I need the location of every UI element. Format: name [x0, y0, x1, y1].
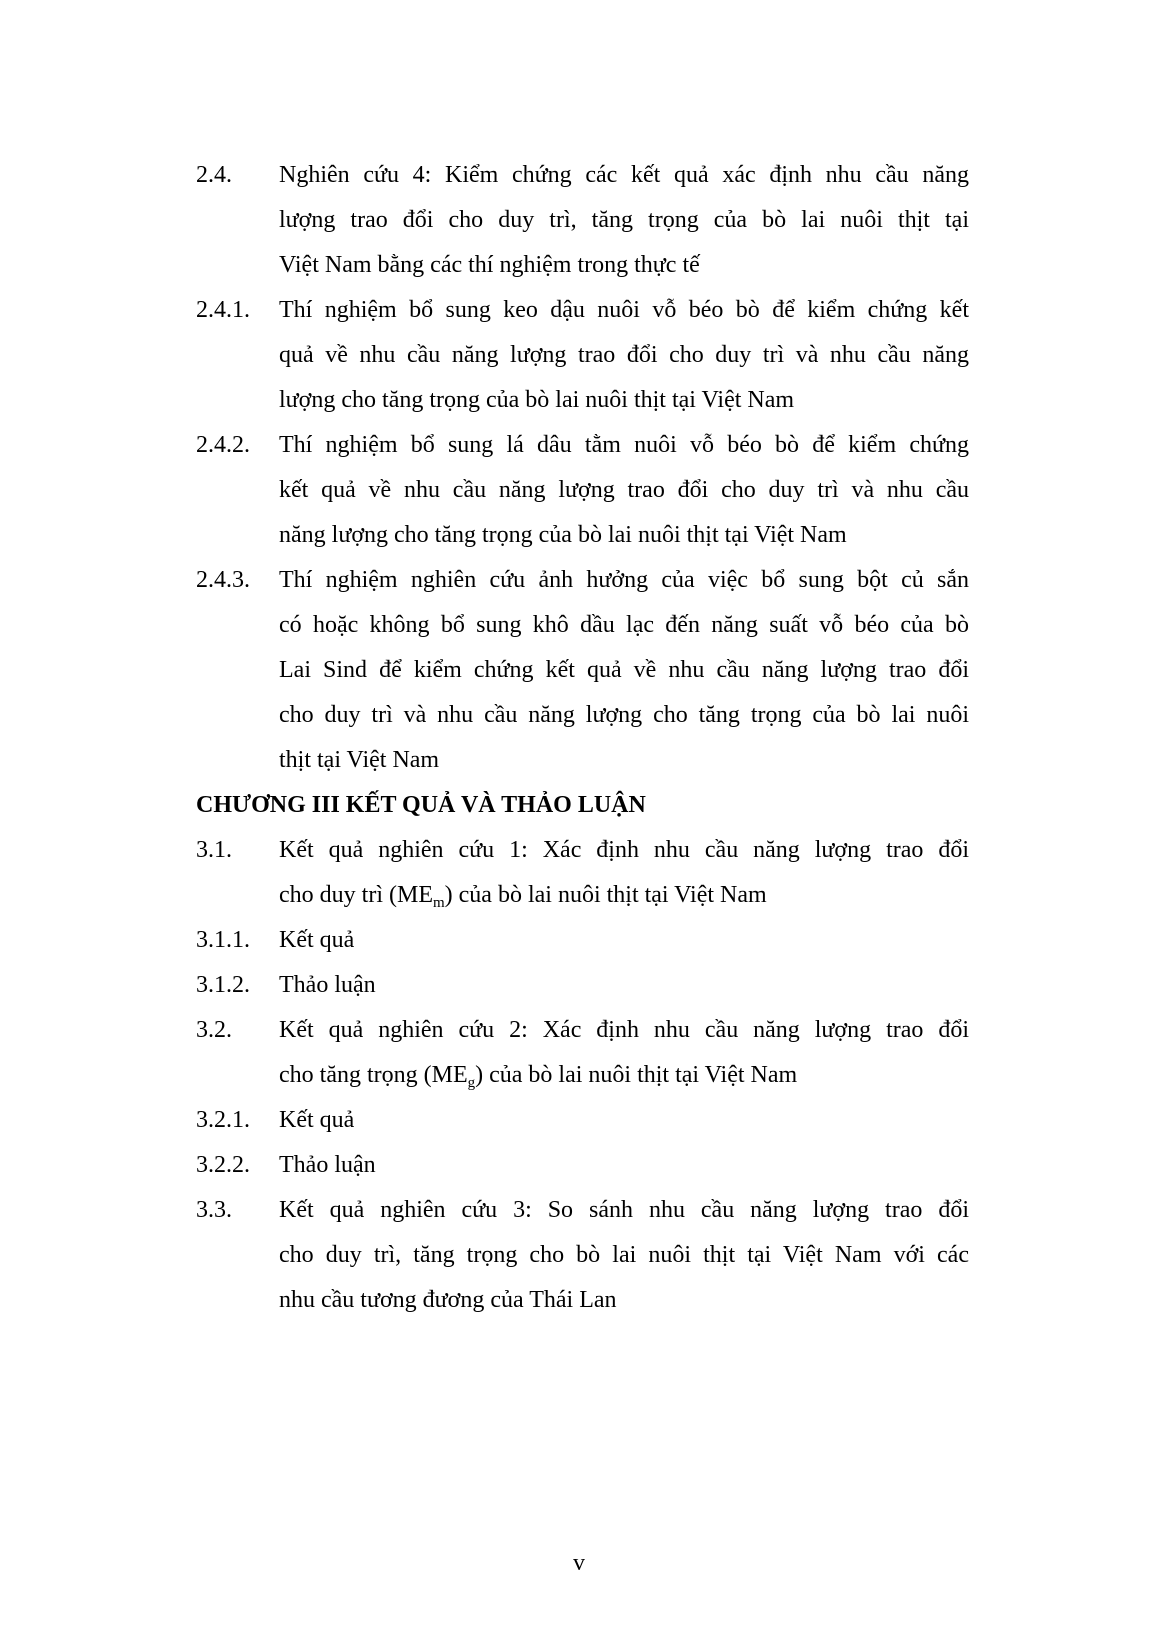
toc-entry-title: Thí nghiệm bổ sung keo dậu nuôi vỗ béo bò để kiểm chứng kết: [279, 297, 969, 323]
toc-entry-title: năng lượng cho tăng trọng của bò lai nuôi thịt tại Việt Nam: [279, 522, 847, 548]
toc-entry-title: cho tăng trọng $(ME_g)$ của bò lai nuôi thịt tại Việt Nam: [279, 1062, 798, 1091]
toc-entry-title: có hoặc không bổ sung khô dầu lạc đến năng suất vỗ béo của bò: [279, 612, 969, 638]
toc-entry-title: lượng trao đổi cho duy trì, tăng trọng của bò lai nuôi thịt tại: [279, 207, 969, 233]
toc-entry-title: Kết quả nghiên cứu 1: Xác định nhu cầu năng lượng trao đổi: [279, 837, 969, 863]
toc-entry-title: Lai Sind để kiểm chứng kết quả về nhu cầu năng lượng trao đổi: [279, 657, 969, 683]
toc-entry-title: cho duy trì và nhu cầu năng lượng cho tăng trọng của bò lai nuôi: [279, 702, 969, 728]
toc-entry-title: quả về nhu cầu năng lượng trao đổi cho duy trì và nhu cầu năng: [279, 342, 969, 368]
toc-entry-title: Kết quả nghiên cứu 3: So sánh nhu cầu năng lượng trao đổi: [279, 1197, 969, 1223]
toc-entry-number: 3.2.: [196, 1017, 232, 1043]
toc-entry-title: Nghiên cứu 4: Kiểm chứng các kết quả xác định nhu cầu năng: [279, 162, 969, 188]
toc-entry-number: 3.2.1.: [196, 1107, 250, 1133]
toc-entry-title: lượng cho tăng trọng của bò lai nuôi thịt tại Việt Nam: [279, 387, 795, 413]
toc-entry-title: Thảo luận: [279, 1152, 376, 1178]
toc-entry-number: 3.2.2.: [196, 1152, 250, 1178]
toc-entry-number: 2.4.2.: [196, 432, 250, 458]
toc-entry-number: 3.3.: [196, 1197, 232, 1223]
toc-entry-number: 3.1.1.: [196, 927, 250, 953]
toc-entry-number: 2.4.3.: [196, 567, 250, 593]
toc-entry-title: Kết quả: [279, 1107, 355, 1133]
toc-entry-title: nhu cầu tương đương của Thái Lan: [279, 1287, 617, 1313]
subscript: m: [432, 895, 445, 911]
toc-entry-title: Việt Nam bằng các thí nghiệm trong thực tế: [279, 252, 700, 278]
toc-entry-title: Thí nghiệm nghiên cứu ảnh hưởng của việc bổ sung bột củ sắn: [279, 567, 969, 593]
toc-entry-number: 3.1.2.: [196, 972, 250, 998]
subscript: g: [467, 1075, 476, 1091]
toc-entry-title: Thí nghiệm bổ sung lá dâu tằm nuôi vỗ béo bò để kiểm chứng: [279, 432, 969, 458]
toc-entry-title: kết quả về nhu cầu năng lượng trao đổi cho duy trì và nhu cầu: [279, 477, 969, 503]
toc-entry-number: 2.4.: [196, 162, 232, 188]
toc-entry-title: Kết quả: [279, 927, 355, 953]
toc-entry-title: Thảo luận: [279, 972, 376, 998]
toc-entry-number: 3.1.: [196, 837, 232, 863]
toc-entry-title: cho duy trì, tăng trọng cho bò lai nuôi thịt tại Việt Nam với các: [279, 1242, 969, 1268]
toc-entry-title: thịt tại Việt Nam: [279, 747, 440, 773]
toc-entry-title: cho duy trì $(ME_m)$ của bò lai nuôi thịt tại Việt Nam: [279, 882, 767, 911]
toc-entry-number: 2.4.1.: [196, 297, 250, 323]
toc-entry-title: Kết quả nghiên cứu 2: Xác định nhu cầu năng lượng trao đổi: [279, 1017, 969, 1043]
page-number-footer: v: [573, 1550, 585, 1576]
chapter-title: CHƯƠNG III KẾT QUẢ VÀ THẢO LUẬN: [196, 792, 646, 818]
